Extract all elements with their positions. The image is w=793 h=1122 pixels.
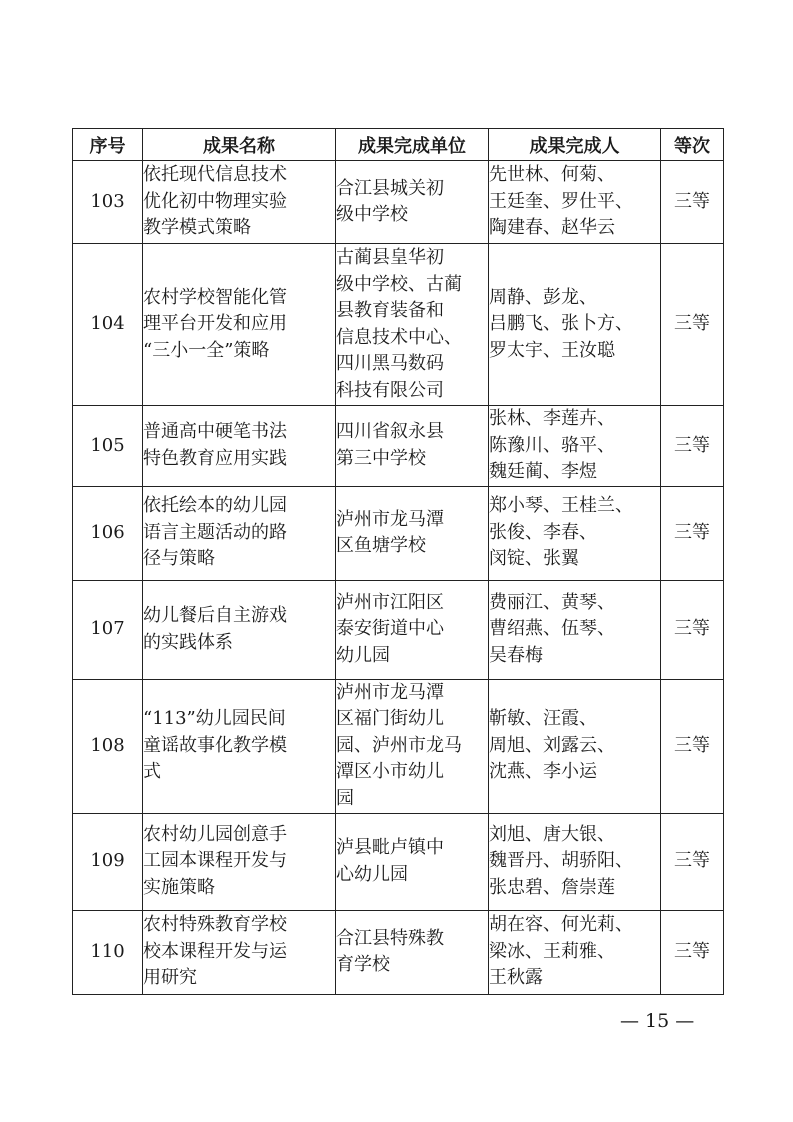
cell-people-text: 胡在容、何光莉、 梁冰、王莉雅、 王秋露 — [489, 914, 633, 989]
page-number: — 15 — — [620, 1010, 695, 1032]
cell-name — [143, 244, 336, 406]
cell-grade: 三等 — [661, 161, 724, 244]
cell-people-text: 张林、李莲卉、 陈豫川、骆平、 魏廷蔺、李煜 — [489, 408, 615, 482]
cell-name-text: 普通高中硬笔书法 特色教育应用实践 — [143, 421, 287, 469]
cell-name — [143, 161, 336, 244]
awards-table — [72, 128, 724, 995]
table-row — [73, 244, 724, 406]
cell-no: 109 — [73, 813, 143, 910]
cell-people-text: 刘旭、唐大银、 魏晋丹、胡骄阳、 张忠碧、詹崇莲 — [489, 823, 633, 898]
cell-name — [143, 813, 336, 910]
cell-name-text: “113”幼儿园民间 童谣故事化教学模 式 — [143, 708, 287, 783]
table-row — [73, 679, 724, 813]
cell-grade: 三等 — [661, 580, 724, 679]
cell-unit — [336, 244, 489, 406]
cell-unit — [336, 813, 489, 910]
cell-unit — [336, 161, 489, 244]
cell-no: 103 — [73, 161, 143, 244]
cell-people — [489, 406, 661, 487]
header-name: 成果名称 — [143, 129, 336, 161]
cell-people-text: 郑小琴、王桂兰、 张俊、李春、 闵锭、张翼 — [489, 495, 633, 570]
cell-name — [143, 406, 336, 487]
table-row — [73, 161, 724, 244]
cell-people — [489, 161, 661, 244]
cell-people-text: 先世林、何菊、 王廷奎、罗仕平、 陶建春、赵华云 — [489, 164, 633, 239]
cell-unit-text: 古蔺县皇华初 级中学校、古蔺 县教育装备和 信息技术中心、 四川黑马数码 科技有限公司 — [336, 247, 462, 401]
cell-unit-text: 泸州市江阳区 泰安街道中心 幼儿园 — [336, 591, 444, 666]
cell-people-text: 靳敏、汪霞、 周旭、刘露云、 沈燕、李小运 — [489, 708, 615, 783]
cell-people — [489, 486, 661, 580]
cell-unit-text: 泸州市龙马潭 区福门街幼儿 园、泸州市龙马 潭区小市幼儿 园 — [336, 681, 462, 809]
cell-unit — [336, 486, 489, 580]
cell-people — [489, 910, 661, 994]
cell-name-text: 农村幼儿园创意手 工园本课程开发与 实施策略 — [143, 823, 287, 898]
cell-no: 107 — [73, 580, 143, 679]
cell-no: 106 — [73, 486, 143, 580]
cell-grade: 三等 — [661, 406, 724, 487]
header-grade: 等次 — [661, 129, 724, 161]
header-unit: 成果完成单位 — [336, 129, 489, 161]
cell-grade: 三等 — [661, 910, 724, 994]
header-people: 成果完成人 — [489, 129, 661, 161]
cell-no: 110 — [73, 910, 143, 994]
cell-no: 105 — [73, 406, 143, 487]
cell-unit — [336, 406, 489, 487]
cell-name-text: 农村特殊教育学校 校本课程开发与运 用研究 — [143, 914, 287, 989]
header-no: 序号 — [73, 129, 143, 161]
cell-people — [489, 244, 661, 406]
cell-grade: 三等 — [661, 813, 724, 910]
table-header-row — [73, 129, 724, 161]
cell-unit-text: 合江县城关初 级中学校 — [336, 177, 444, 225]
table-row — [73, 813, 724, 910]
cell-grade: 三等 — [661, 486, 724, 580]
cell-name — [143, 910, 336, 994]
cell-name — [143, 486, 336, 580]
cell-unit — [336, 910, 489, 994]
cell-grade: 三等 — [661, 244, 724, 406]
cell-grade: 三等 — [661, 679, 724, 813]
cell-people-text: 周静、彭龙、 吕鹏飞、张卜方、 罗太宇、王汝聪 — [489, 286, 633, 361]
cell-name-text: 农村学校智能化管 理平台开发和应用 “三小一全”策略 — [143, 286, 287, 361]
cell-unit — [336, 580, 489, 679]
cell-name — [143, 679, 336, 813]
cell-name-text: 幼儿餐后自主游戏 的实践体系 — [143, 605, 287, 653]
cell-people — [489, 813, 661, 910]
cell-no: 108 — [73, 679, 143, 813]
cell-people — [489, 580, 661, 679]
cell-no: 104 — [73, 244, 143, 406]
cell-name-text: 依托绘本的幼儿园 语言主题活动的路 径与策略 — [143, 495, 287, 570]
table-row — [73, 406, 724, 487]
cell-unit-text: 合江县特殊教 育学校 — [336, 927, 444, 975]
cell-name-text: 依托现代信息技术 优化初中物理实验 教学模式策略 — [143, 164, 287, 239]
cell-unit-text: 四川省叙永县 第三中学校 — [336, 421, 444, 469]
cell-people-text: 费丽江、黄琴、 曹绍燕、伍琴、 吴春梅 — [489, 591, 615, 666]
cell-people — [489, 679, 661, 813]
table-row — [73, 910, 724, 994]
cell-name — [143, 580, 336, 679]
cell-unit-text: 泸县毗卢镇中 心幼儿园 — [336, 837, 444, 885]
cell-unit — [336, 679, 489, 813]
table-row — [73, 580, 724, 679]
table-row — [73, 486, 724, 580]
cell-unit-text: 泸州市龙马潭 区鱼塘学校 — [336, 508, 444, 556]
